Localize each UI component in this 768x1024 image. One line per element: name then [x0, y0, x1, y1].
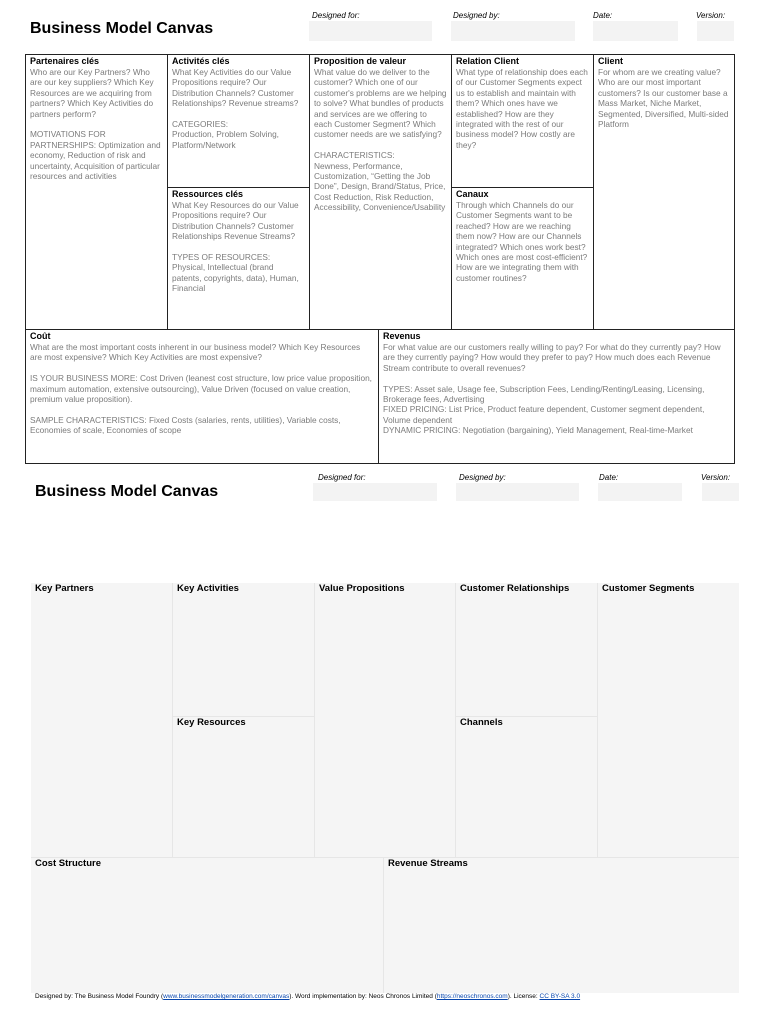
proposition-de-valeur-text: What value do we deliver to the customer? Which one of our customer's problems are we helping to solve? What bundles of products and services are we offering to each Customer Segment? Which customer needs are we satisfying? CHARACTERISTICS: Newness, Performance, Customization, “Getting the Job Done”, Design, Brand/Status, Price, Cost Reduction, Risk Reduction, Accessibility, Convenience/Usability [314, 67, 447, 213]
value-propositions-cell[interactable] [315, 583, 455, 857]
customer-relationships-cell[interactable] [456, 583, 597, 716]
channels-heading: Channels [460, 717, 503, 728]
cost-structure-cell[interactable] [31, 858, 383, 993]
canvas2-date-label: Date: [599, 473, 619, 482]
client-text: For whom are we creating value? Who are our most important customers? Is our customer base a Mass Market, Niche Market, Segmented, Diversified, Multi-sided Platform [598, 67, 729, 130]
cout-heading: Coût [30, 331, 51, 341]
client-cell[interactable] [593, 54, 735, 330]
key-partners-heading: Key Partners [35, 583, 94, 594]
canvas2-date-field[interactable] [598, 483, 682, 501]
partenaires-cles-cell[interactable] [25, 54, 168, 330]
channels-cell[interactable] [456, 717, 597, 857]
cost-structure-heading: Cost Structure [35, 858, 101, 869]
canvas2-title: Business Model Canvas [35, 483, 219, 500]
version-field[interactable] [697, 21, 734, 41]
key-resources-heading: Key Resources [177, 717, 246, 728]
activites-cles-text: What Key Activities do our Value Propositions require? Our Distribution Channels? Customer Relationships? Revenue streams? CATEGORIES: Production, Problem Solving, Platform/Network [172, 67, 299, 150]
footer-link-bmg[interactable]: www.businessmodelgeneration.com/canvas [163, 993, 290, 1000]
activites-cles-heading: Activités clés [172, 56, 230, 66]
relation-client-heading: Relation Client [456, 56, 520, 66]
canaux-heading: Canaux [456, 189, 489, 199]
customer-segments-heading: Customer Segments [602, 583, 695, 594]
designed-by-label: Designed by: [453, 11, 500, 20]
customer-segments-cell[interactable] [598, 583, 739, 857]
key-activities-cell[interactable] [173, 583, 314, 716]
relation-client-cell[interactable] [451, 54, 594, 188]
page-title: Business Model Canvas [30, 20, 214, 37]
key-partners-cell[interactable] [31, 583, 172, 857]
date-label: Date: [593, 11, 613, 20]
canaux-cell[interactable] [451, 187, 594, 330]
ressources-cles-text: What Key Resources do our Value Propositions require? Our Distribution Channels? Customer Relationships Revenue Streams? TYPES OF RESOURCES: Physical, Intellectual (brand patents, copyrights, data), Human, Financial [172, 200, 299, 294]
revenue-streams-heading: Revenue Streams [388, 858, 468, 869]
ressources-cles-heading: Ressources clés [172, 189, 244, 199]
designed-for-label: Designed for: [312, 11, 360, 20]
canaux-text: Through which Channels do our Customer Segments want to be reached? How are we reaching them now? How are our Channels integrated? Which ones work best? Which ones are most cost-efficient? How are we integrating them with customer routines? [456, 200, 588, 283]
footer-text: Designed by: The Business Model Foundry ( [35, 993, 164, 1000]
activites-cles-cell[interactable] [167, 54, 310, 188]
customer-relationships-heading: Customer Relationships [460, 583, 570, 594]
canvas2-designed-for-field[interactable] [313, 483, 437, 501]
footer-link-license[interactable]: CC BY-SA 3.0 [539, 993, 581, 1000]
canvas2-version-label: Version: [701, 473, 731, 482]
revenus-heading: Revenus [383, 331, 421, 341]
partenaires-cles-text: Who are our Key Partners? Who are our key suppliers? Which Key Resources are we acquiring from partners? Which Key Activities do partners perform? MOTIVATIONS FOR PARTNERSHIPS: Optimization and economy, Reduction of risk and uncertainty, Acquisition of particular resources and activities [30, 67, 161, 182]
footer-text: ). License: [507, 993, 540, 1000]
canvas2-designed-by-label: Designed by: [459, 473, 506, 482]
canvas2-version-field[interactable] [702, 483, 739, 501]
value-propositions-heading: Value Propositions [319, 583, 405, 594]
footer-credits [35, 993, 580, 1000]
designed-for-field[interactable] [309, 21, 432, 41]
revenue-streams-cell[interactable] [384, 858, 739, 993]
ressources-cles-cell[interactable] [167, 187, 310, 330]
footer-link-neoschronos[interactable]: https://neoschronos.com [436, 993, 508, 1000]
cout-text: What are the most important costs inherent in our business model? Which Key Resources are most expensive? Which Key Activities are most expensive? IS YOUR BUSINESS MORE: Cost Driven (leanest cost structure, low price value proposition, maximum automation, extensive outsourcing), Value Driven (focused on value creation, premium value proposition). SAMPLE CHARACTERISTICS: Fixed Costs (salaries, rents, utilities), Variable costs, Economies of scale, Economies of scope [30, 342, 372, 436]
revenus-cell[interactable] [378, 329, 735, 464]
partenaires-cles-heading: Partenaires clés [30, 56, 100, 66]
key-resources-cell[interactable] [173, 717, 314, 857]
date-field[interactable] [593, 21, 678, 41]
key-activities-heading: Key Activities [177, 583, 239, 594]
cout-cell[interactable] [25, 329, 379, 464]
designed-by-field[interactable] [451, 21, 575, 41]
client-heading: Client [598, 56, 624, 66]
footer-text: ). Word implementation by: Neos Chronos Limited ( [289, 993, 437, 1000]
version-label: Version: [696, 11, 726, 20]
canvas2-designed-for-label: Designed for: [318, 473, 366, 482]
canvas2-designed-by-field[interactable] [456, 483, 579, 501]
revenus-text: For what value are our customers really willing to pay? For what do they currently pay? How are they currently paying? How would they prefer to pay? How much does each Revenue Stream contribute to overall revenues? TYPES: Asset sale, Usage fee, Subscription Fees, Lending/Renting/Leasing, Licensing, Brokerage fees, Advertising FIXED PRICING: List Price, Product feature dependent, Customer segment dependent, Volume dependent DYNAMIC PRICING: Negotiation (bargaining), Yield Management, Real-time-Market [383, 342, 721, 436]
proposition-de-valeur-cell[interactable] [309, 54, 452, 330]
proposition-de-valeur-heading: Proposition de valeur [314, 56, 407, 66]
relation-client-text: What type of relationship does each of our Customer Segments expect us to establish and maintain with them? Which ones have we established? How are they integrated with the rest of our business model? How costly are they? [456, 67, 588, 150]
